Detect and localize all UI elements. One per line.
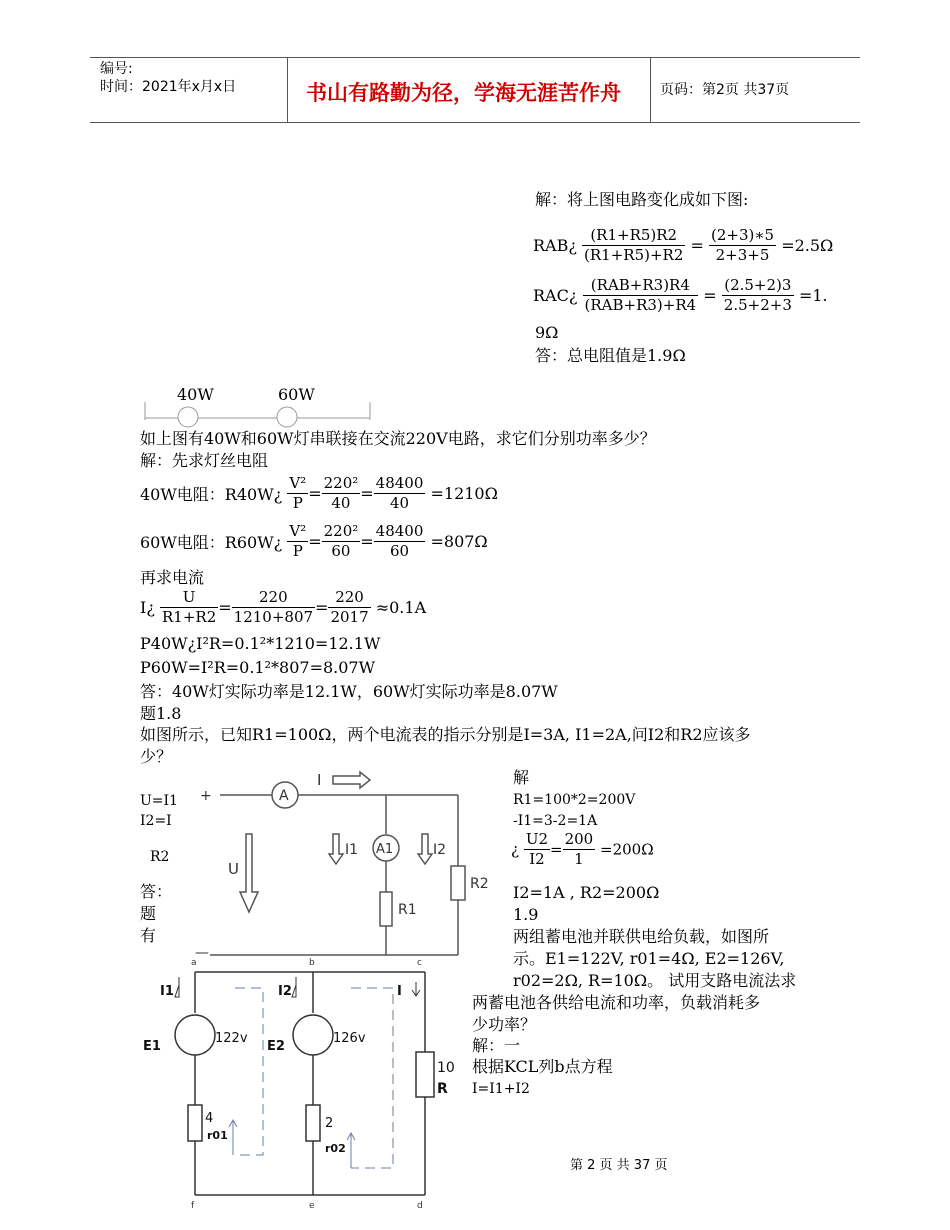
problem2-answer: 答：40W灯实际功率是12.1W，60W灯实际功率是8.07W xyxy=(140,682,558,701)
loop-path-1 xyxy=(235,988,263,1155)
rac-label: RAC¿ xyxy=(533,286,578,305)
header-top-rule xyxy=(90,57,860,58)
problem4-text-line: 根据KCL列b点方程 xyxy=(472,1057,613,1076)
header-bottom-rule xyxy=(90,122,860,123)
problem4-text-line: I=I1+I2 xyxy=(472,1081,530,1097)
svg-text:U: U xyxy=(228,860,239,878)
problem4-text-line: 两组蓄电池并联供电给负载，如图所 xyxy=(513,927,770,946)
arrow-right-icon xyxy=(333,772,370,788)
battery-e2-icon xyxy=(293,1015,333,1055)
rab-result: =2.5Ω xyxy=(781,236,834,255)
current-equation: I¿ $\frac{U}{R1+R2}$ = $\frac{220}{1210+807}$ = $\frac{220}{2017}$ ≈0.1A xyxy=(140,588,427,626)
svg-text:e: e xyxy=(309,1201,315,1211)
problem4-text-line: 解：一 xyxy=(472,1036,521,1055)
resistor-r-icon xyxy=(416,1052,434,1097)
ratio-equation: ¿ $\frac{U2}{I2}$ = $\frac{200}{1}$ =200Ω xyxy=(511,830,654,868)
problem4-text-line: 少功率？ xyxy=(472,1015,537,1034)
svg-text:I2: I2 xyxy=(278,984,292,999)
solution-line: 解 xyxy=(513,768,530,787)
lamp-60w-label: 60W xyxy=(278,385,315,404)
solution-line: R1=100*2=200V xyxy=(513,792,636,808)
problem3-question-line2: 少？ xyxy=(140,747,173,766)
left-note: I2=I xyxy=(140,813,172,829)
rab-fraction: $\frac{(R1+R5)R2}{(R1+R5)+R2}$ xyxy=(584,226,684,264)
solution-line: -I1=3-2=1A xyxy=(513,813,598,829)
loop-path-2 xyxy=(351,988,393,1168)
problem3-answer: I2=1A , R2=200Ω xyxy=(513,883,660,902)
problem4-text-line: r02=2Ω, R=10Ω。 试用支路电流法求 xyxy=(513,971,797,990)
svg-text:I2: I2 xyxy=(433,842,447,858)
battery-e1-icon xyxy=(175,1015,215,1055)
problem3-title: 题1.8 xyxy=(140,704,182,723)
resistor-r2-icon xyxy=(451,866,465,900)
svg-text:10: 10 xyxy=(437,1060,455,1076)
arrow-down-icon xyxy=(418,834,432,864)
problem4-text-line: 两蓄电池各供给电流和功率，负载消耗多 xyxy=(472,993,761,1012)
svg-text:f: f xyxy=(191,1201,195,1211)
header-divider xyxy=(287,57,288,122)
lamp-40w-label: 40W xyxy=(177,385,214,404)
rac-fraction-values: $\frac{(2.5+2)3}{2.5+2+3}$ xyxy=(723,276,792,314)
doc-number-label: 编号: xyxy=(100,61,133,77)
rab-equation: RAB¿ $\frac{(R1+R5)R2}{(R1+R5)+R2}$ = $\frac{(2+3)∗5}{2+3+5}$ =2.5Ω xyxy=(533,226,834,264)
svg-text:r01: r01 xyxy=(207,1129,228,1142)
svg-text:126v: 126v xyxy=(333,1031,366,1046)
doc-time-label: 时间：2021年x月x日 xyxy=(100,79,237,95)
rac-result: =1. xyxy=(798,286,828,305)
solution-answer: 答：总电阻值是1.9Ω xyxy=(535,346,686,365)
p60-equation: P60W=I²R=0.1²*807=8.07W xyxy=(140,658,376,677)
lamp-40w-icon xyxy=(178,407,198,427)
svg-text:I1: I1 xyxy=(160,984,174,999)
header-divider xyxy=(650,57,651,122)
svg-text:R: R xyxy=(437,1081,448,1097)
svg-text:4: 4 xyxy=(205,1111,214,1126)
left-note: 有 xyxy=(140,926,157,945)
svg-text:a: a xyxy=(191,958,197,968)
solution-intro: 解：将上图电路变化成如下图: xyxy=(535,190,749,209)
svg-text:d: d xyxy=(417,1201,423,1211)
problem3-question-line1: 如图所示，已知R1=100Ω，两个电流表的指示分别是I=3A, I1=2A,问I2和R2应该多 xyxy=(140,725,751,744)
rac-result-cont: 9Ω xyxy=(535,323,559,342)
lamp-circuit xyxy=(140,400,380,424)
r40-equation: 40W电阻：R40W¿ $\frac{\text{V²}}{P}$ = $\frac{\text{220²}}{40}$ = $\frac{48400}{40}$ =1210Ω xyxy=(140,474,498,512)
resistor-r1-icon xyxy=(380,892,392,926)
svg-text:2: 2 xyxy=(325,1116,334,1131)
problem2-step1: 解：先求灯丝电阻 xyxy=(140,451,269,470)
rab-label: RAB¿ xyxy=(533,236,577,255)
page-indicator: 页码：第2页 共37页 xyxy=(660,82,790,98)
arrow-down-icon xyxy=(240,834,258,912)
left-note: 答： xyxy=(140,882,173,901)
resistor-r01-icon xyxy=(188,1105,202,1141)
svg-text:R2: R2 xyxy=(470,876,489,892)
svg-text:+: + xyxy=(200,788,212,804)
arrow-down-icon xyxy=(329,834,343,864)
svg-text:R1: R1 xyxy=(398,902,417,918)
p40-equation: P40W¿I²R=0.1²*1210=12.1W xyxy=(140,634,381,653)
svg-text:122v: 122v xyxy=(215,1031,248,1046)
footer-page-number: 第 2 页 共 37 页 xyxy=(570,1158,668,1173)
rac-fraction: $\frac{\text{(RAB+R3)R4}}{\text{(RAB+R3)+R4}}$ xyxy=(584,276,697,314)
svg-text:A: A xyxy=(279,788,289,804)
problem4-text-line: 示。E1=122V, r01=4Ω, E2=126V, xyxy=(513,949,785,968)
svg-text:E2: E2 xyxy=(267,1039,285,1054)
rab-fraction-values: $\frac{(2+3)∗5}{2+3+5}$ xyxy=(710,226,775,264)
left-note: U=I1 xyxy=(140,793,178,809)
r60-equation: 60W电阻：R60W¿ $\frac{\text{V²}}{P}$ = $\frac{\text{220²}}{60}$ = $\frac{48400}{60}$ =807Ω xyxy=(140,522,488,560)
next-problem-title: 1.9 xyxy=(513,905,539,924)
svg-text:c: c xyxy=(417,958,422,968)
svg-text:I1: I1 xyxy=(345,842,359,858)
circuit-diagram-1 xyxy=(190,762,489,962)
header-motto: 书山有路勤为径，学海无涯苦作舟 xyxy=(306,81,621,105)
problem2-step2: 再求电流 xyxy=(140,568,205,587)
svg-text:I: I xyxy=(397,984,402,999)
svg-text:I: I xyxy=(317,771,322,789)
left-note: R2 xyxy=(150,849,170,865)
resistor-r02-icon xyxy=(306,1105,320,1141)
lamp-60w-icon xyxy=(277,407,297,427)
circuit-diagram-2 xyxy=(135,955,465,1220)
problem2-question: 如上图有40W和60W灯串联接在交流220V电路，求它们分别功率多少？ xyxy=(140,429,656,448)
rac-equation: RAC¿ $\frac{\text{(RAB+R3)R4}}{\text{(RAB+R3)+R4}}$ = $\frac{(2.5+2)3}{2.5+2+3}$ =1. xyxy=(533,276,828,314)
svg-text:—: — xyxy=(195,945,209,961)
svg-text:A1: A1 xyxy=(376,842,394,857)
svg-text:b: b xyxy=(309,958,315,968)
left-note: 题 xyxy=(140,904,157,923)
svg-text:r02: r02 xyxy=(325,1142,346,1155)
svg-text:E1: E1 xyxy=(143,1039,161,1054)
